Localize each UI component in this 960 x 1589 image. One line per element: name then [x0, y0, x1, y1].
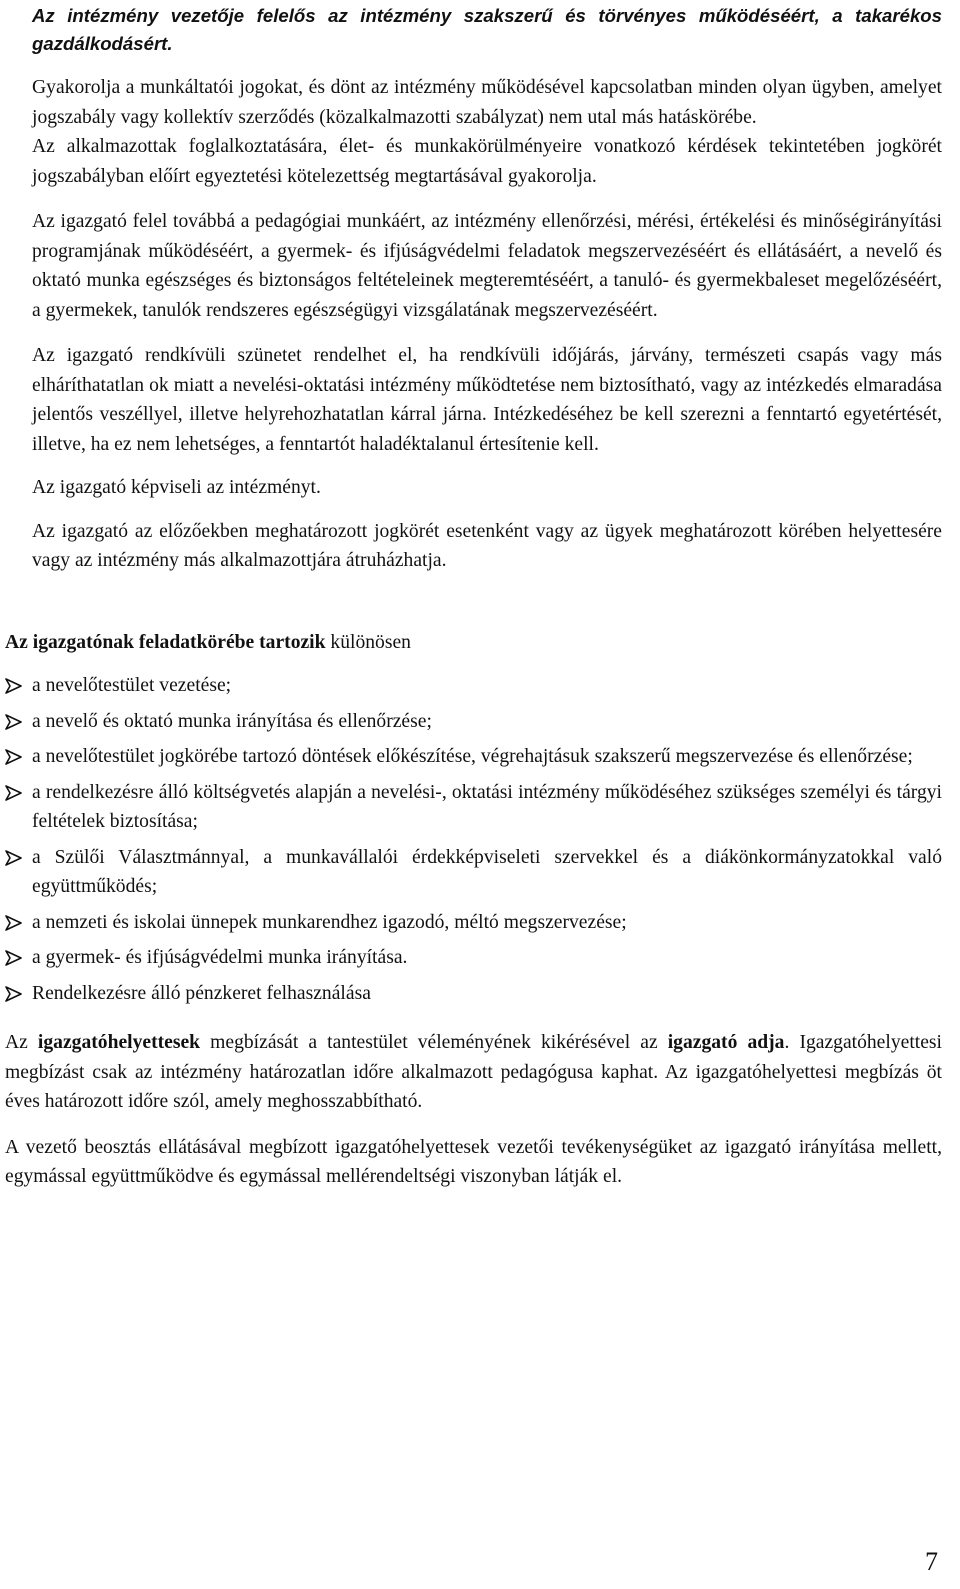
arrowhead-bullet-icon	[5, 950, 22, 966]
deputy-text-2: megbízását a tantestület véleményének kikérésével az	[200, 1032, 668, 1053]
deputy-text-1: Az	[5, 1032, 38, 1053]
list-item	[5, 943, 942, 973]
list-item	[5, 979, 942, 1009]
tasks-list	[5, 671, 942, 1008]
arrowhead-bullet-icon	[5, 986, 22, 1002]
paragraph-extraordinary-break: Az igazgató rendkívüli szünetet rendelhet el, ha rendkívüli időjárás, járvány, természeti csapás vagy más elháríthatatlan ok miatt a nevelési-oktatási intézmény működtetése nem biztosítható, vagy az intézkedés elmaradása jelentős veszéllyel, illetve helyrehozhatatlan kárral járna. Intézkedéséhez be kell szerezni a fenntartó egyetértését, illetve, ha ez nem lehetséges, a fenntartót haladéktalanul értesítenie kell.	[32, 345, 942, 455]
list-item	[5, 778, 942, 837]
paragraph-employment-matters: Az alkalmazottak foglalkoztatására, élet- és munkakörülményeire vonatkozó kérdések tekintetében jogkörét jogszabályban előírt egyeztetési kötelezettség megtartásával gyakorolja.	[32, 136, 942, 187]
tasks-heading	[5, 628, 942, 658]
list-item	[5, 908, 942, 938]
page-number: 7	[925, 1547, 938, 1576]
paragraph-responsibilities: Az igazgató felel továbbá a pedagógiai munkáért, az intézmény ellenőrzési, mérési, értékelési és minőségirányítási programjának működéséért, a gyermek- és ifjúságvédelmi feladatok megszervezéséért és ellátásáért, a nevelő és oktató munka egészséges és biztonságos feltételeinek megteremtéséért, a tanuló- és gyermekbaleset megelőzéséért, a gyermekek, tanulók rendszeres egészségügyi vizsgálatának megszervezéséért.	[32, 211, 942, 321]
document-body	[5, 2, 942, 1192]
list-item-text: Rendelkezésre álló pénzkeret felhasználása	[32, 982, 371, 1004]
arrowhead-bullet-icon	[5, 749, 22, 765]
arrowhead-bullet-icon	[5, 678, 22, 694]
list-item	[5, 843, 942, 902]
list-item-text: a nevelő és oktató munka irányítása és ellenőrzése;	[32, 710, 432, 732]
list-item-text: a Szülői Választmánnyal, a munkavállalói érdekképviseleti szervekkel és a diákönkormányzatokkal való együttműködés;	[32, 846, 942, 897]
arrowhead-bullet-icon	[5, 714, 22, 730]
paragraph-employer-rights: Gyakorolja a munkáltatói jogokat, és dönt az intézmény működésével kapcsolatban minden olyan ügyben, amelyet jogszabály vagy kollektív szerződés (közalkalmazotti szabályzat) nem utal más hatáskörébe.	[32, 77, 942, 128]
intro-statement: Az intézmény vezetője felelős az intézmény szakszerű és törvényes működéséért, a takarékos gazdálkodásért.	[32, 5, 942, 54]
list-item	[5, 671, 942, 701]
paragraph-delegation: Az igazgató az előzőekben meghatározott jogkörét esetenként vagy az ügyek meghatározott körében helyettesére vagy az intézmény más alkalmazottjára átruházhatja.	[32, 520, 942, 571]
tasks-heading-bold: Az igazgatónak feladatkörébe tartozik	[5, 631, 326, 653]
arrowhead-bullet-icon	[5, 850, 22, 866]
list-item-text: a nevelőtestület vezetése;	[32, 675, 232, 696]
list-item-text: a nemzeti és iskolai ünnepek munkarendhez igazodó, méltó megszervezése;	[32, 911, 627, 933]
arrowhead-bullet-icon	[5, 915, 22, 931]
list-item-text: a gyermek- és ifjúságvédelmi munka irányítása.	[32, 947, 408, 968]
deputy-bold-1: igazgatóhelyettesek	[37, 1032, 201, 1053]
list-item-text: a rendelkezésre álló költségvetés alapján a nevelési-, oktatási intézmény működéséhez szükséges személyi és tárgyi feltételek biztosítása;	[32, 781, 942, 832]
deputy-text-3: . Igazgatóhelyettesi megbízást csak az intézmény határozatlan időre alkalmazott pedagógusa kaphat. Az igazgatóhelyettesi megbízás öt éves határozott időre szól, amely meghosszabbítható.	[5, 1032, 942, 1112]
tasks-heading-rest: különösen	[325, 631, 411, 653]
arrowhead-bullet-icon	[5, 785, 22, 801]
paragraph-representation: Az igazgató képviseli az intézményt.	[32, 477, 321, 498]
paragraph-deputy-leadership: A vezető beosztás ellátásával megbízott igazgatóhelyettesek vezetői tevékenységüket az igazgató irányítása mellett, egymással együttműködve és egymással mellérendeltségi viszonyban látják el.	[5, 1136, 942, 1187]
paragraph-deputies	[5, 1028, 942, 1117]
list-item-text: a nevelőtestület jogkörébe tartozó döntések előkészítése, végrehajtásuk szakszerű megszervezése és ellenőrzése;	[32, 746, 913, 767]
list-item	[5, 742, 942, 772]
list-item	[5, 707, 942, 737]
deputy-bold-2: igazgató adja	[667, 1032, 785, 1053]
